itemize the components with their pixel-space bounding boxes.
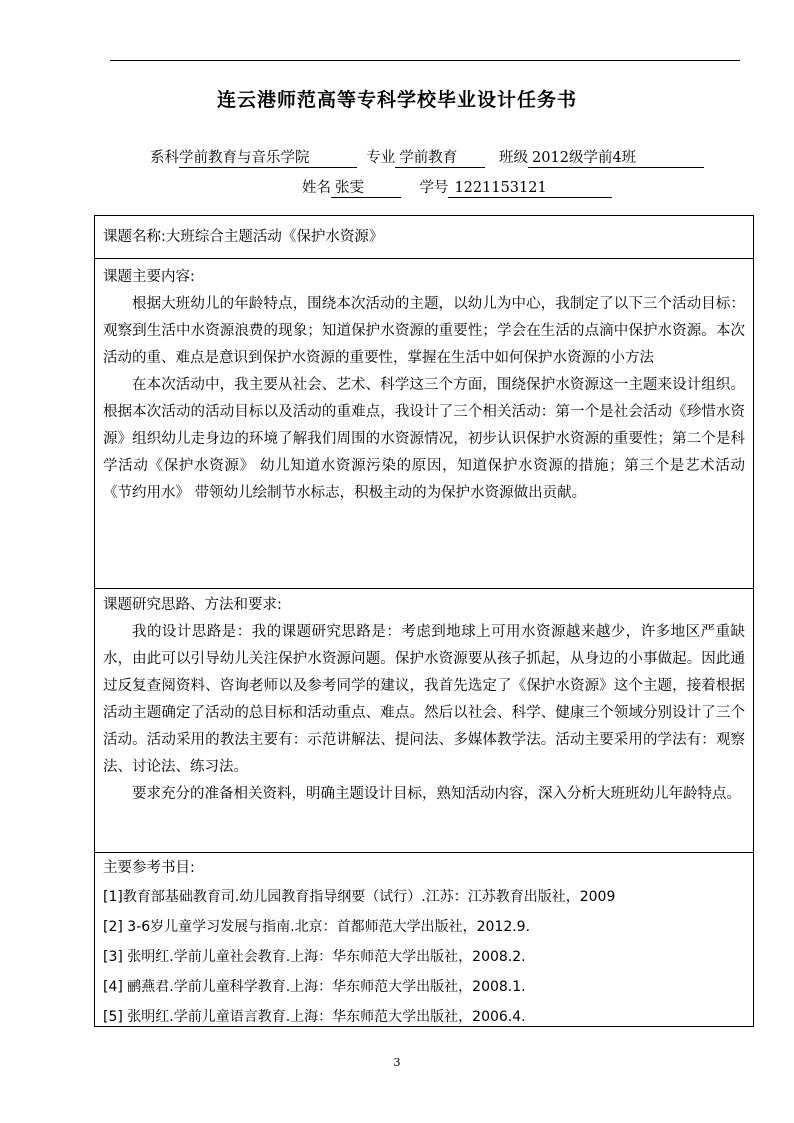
- info-line-department: [150, 146, 704, 168]
- method-heading: 课题研究思路、方法和要求:: [103, 597, 282, 613]
- class-label: 班级: [499, 150, 529, 166]
- id-value: 1221153121: [448, 179, 612, 198]
- topic-row: [95, 216, 753, 259]
- dept-label: 系科: [150, 150, 179, 166]
- reference-item: [2] 3-6岁儿童学习发展与指南.北京：首都师范大学出版社，2012.9.: [103, 919, 531, 935]
- id-label: 学号: [419, 180, 449, 196]
- dept-value: 学前教育与音乐学院: [179, 149, 357, 168]
- info-line-student: [302, 176, 612, 198]
- page-number: 3: [393, 1056, 401, 1069]
- reference-item: [4] 鹂燕君.学前儿童科学教育.上海：华东师范大学出版社，2008.1.: [103, 979, 526, 995]
- reference-item: [1]教育部基础教育司.幼儿园教育指导纲要（试行）.江苏：江苏教育出版社，2009: [103, 889, 616, 905]
- header-rule: [110, 60, 740, 61]
- reference-item: [5] 张明红.学前儿童语言教育.上海：华东师范大学出版社，2006.4.: [103, 1009, 526, 1025]
- content-paragraph: 在本次活动中，我主要从社会、艺术、科学这三个方面，围绕保护水资源这一主题来设计组织。 根据本次活动的活动目标以及活动的重难点，我设计了三个相关活动：第一个是社会活动《珍惜水资源》组织幼儿走身边的环境了解我们周围的水资源情况，初步认识保护水资源的重要性；第二个是科学活动《保护水资源》 幼儿知道水资源污染的原因，知道保护水资源的措施；第三个是艺术活动《节约用水》 带领幼儿绘制节水标志，积极主动的为保护水资源做出贡献。: [103, 377, 745, 501]
- content-row: [95, 259, 753, 589]
- content-heading: 课题主要内容:: [103, 269, 195, 285]
- major-label: 专业: [366, 150, 396, 166]
- method-row: [95, 589, 753, 853]
- name-label: 姓名: [302, 180, 331, 196]
- reference-item: [3] 张明红.学前儿童社会教育.上海：华东师范大学出版社，2008.2.: [103, 949, 526, 965]
- content-paragraph: 根据大班幼儿的年龄特点，围绕本次活动的主题，以幼儿为中心，我制定了以下三个活动目标：观察到生活中水资源浪费的现象；知道保护水资源的重要性；学会在生活的点滴中保护水资源。本次活动的重、难点是意识到保护水资源的重要性，掌握在生活中如何保护水资源的小方法: [103, 296, 745, 366]
- topic-heading: 课题名称:大班综合主题活动《保护水资源》: [103, 229, 384, 245]
- document-title: 连云港师范高等专科学校毕业设计任务书: [216, 89, 577, 111]
- class-value: 2012级学前4班: [528, 149, 704, 168]
- name-value: 张雯: [331, 179, 401, 198]
- method-paragraph: 我的设计思路是：我的课题研究思路是：考虑到地球上可用水资源越来越少，许多地区严重缺水，由此可以引导幼儿关注保护水资源问题。保护水资源要从孩子抓起，从身边的小事做起。因此通过反复查阅资料、咨询老师以及参考同学的建议，我首先选定了《保护水资源》这个主题，接着根据活动主题确定了活动的总目标和活动重点、难点。然后以社会、科学、健康三个领域分别设计了三个活动。活动采用的教法主要有：示范讲解法、提问法、多媒体教学法。活动主要采用的学法有：观察法、讨论法、练习法。: [103, 624, 745, 775]
- task-table: [94, 215, 754, 1027]
- references-heading: 主要参考书目:: [103, 860, 195, 876]
- references-row: [95, 853, 753, 1028]
- major-value: 学前教育: [395, 149, 485, 168]
- method-paragraph: 要求充分的准备相关资料，明确主题设计目标，熟知活动内容，深入分析大班班幼儿年龄特点。: [132, 786, 741, 802]
